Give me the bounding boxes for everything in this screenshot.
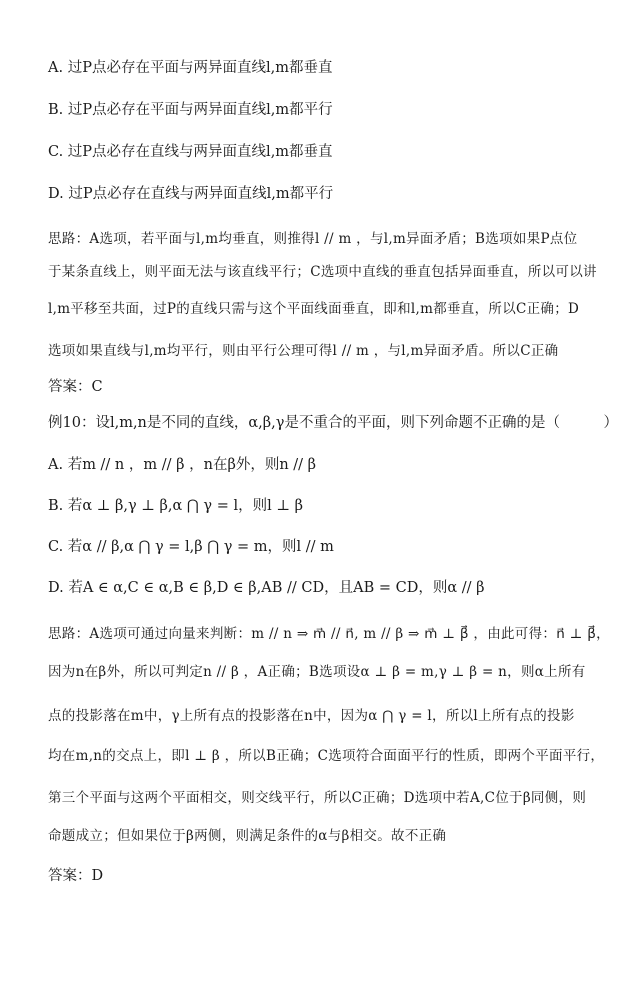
option-c-prev: C. 过P点必存在直线与两异面直线l,m都垂直	[48, 144, 333, 160]
option-a-prev: A. 过P点必存在平面与两异面直线l,m都垂直	[48, 60, 333, 76]
analysis2-line-3: 点的投影落在m中，γ上所有点的投影落在n中，因为α ⋂ γ = l，所以l上所有点的投影	[48, 708, 575, 724]
analysis1-line-4: 选项如果直线与l,m均平行，则由平行公理可得l // m ，与l,m异面矛盾。所以C正确	[48, 343, 559, 359]
analysis1-line-1: 思路：A选项，若平面与l,m均垂直，则推得l // m ，与l,m异面矛盾；B选项如果P点位	[48, 231, 578, 247]
analysis2-line-1: 思路：A选项可通过向量来判断：m // n ⇒ m⃗ // n⃗, m // β ⇒ m⃗ ⊥ β⃗ ，由此可得：n⃗ ⊥ β⃗，	[48, 626, 610, 642]
example10-option-b: B. 若α ⊥ β,γ ⊥ β,α ⋂ γ = l，则l ⊥ β	[48, 498, 303, 514]
example10-question: 例10：设l,m,n是不同的直线，α,β,γ是不重合的平面，则下列命题不正确的是（ ）	[48, 415, 618, 431]
analysis2-line-2: 因为n在β外，所以可判定n // β ，A正确；B选项设α ⊥ β = m,γ ⊥ β = n，则α上所有	[48, 664, 586, 680]
example10-option-a: A. 若m // n ，m // β ，n在β外，则n // β	[48, 457, 317, 473]
example10-option-c: C. 若α // β,α ⋂ γ = l,β ⋂ γ = m，则l // m	[48, 539, 334, 555]
option-b-prev: B. 过P点必存在平面与两异面直线l,m都平行	[48, 102, 333, 118]
analysis2-line-5: 第三个平面与这两个平面相交，则交线平行，所以C正确；D选项中若A,C位于β同侧，则	[48, 790, 587, 806]
analysis1-line-2: 于某条直线上，则平面无法与该直线平行；C选项中直线的垂直包括异面垂直，所以可以讲	[48, 264, 597, 280]
analysis2-line-6: 命题成立；但如果位于β两侧，则满足条件的α与β相交。故不正确	[48, 828, 447, 844]
answer-1: 答案：C	[48, 379, 103, 395]
analysis1-line-3: l,m平移至共面，过P的直线只需与这个平面线面垂直，即和l,m都垂直，所以C正确；D	[48, 301, 580, 317]
option-d-prev: D. 过P点必存在直线与两异面直线l,m都平行	[48, 186, 334, 202]
answer-2: 答案：D	[48, 868, 104, 884]
example10-option-d: D. 若A ∈ α,C ∈ α,B ∈ β,D ∈ β,AB // CD，且AB = CD，则α // β	[48, 580, 485, 596]
analysis2-line-4: 均在m,n的交点上，即l ⊥ β ，所以B正确；C选项符合面面平行的性质，即两个平面平行，	[48, 748, 605, 764]
